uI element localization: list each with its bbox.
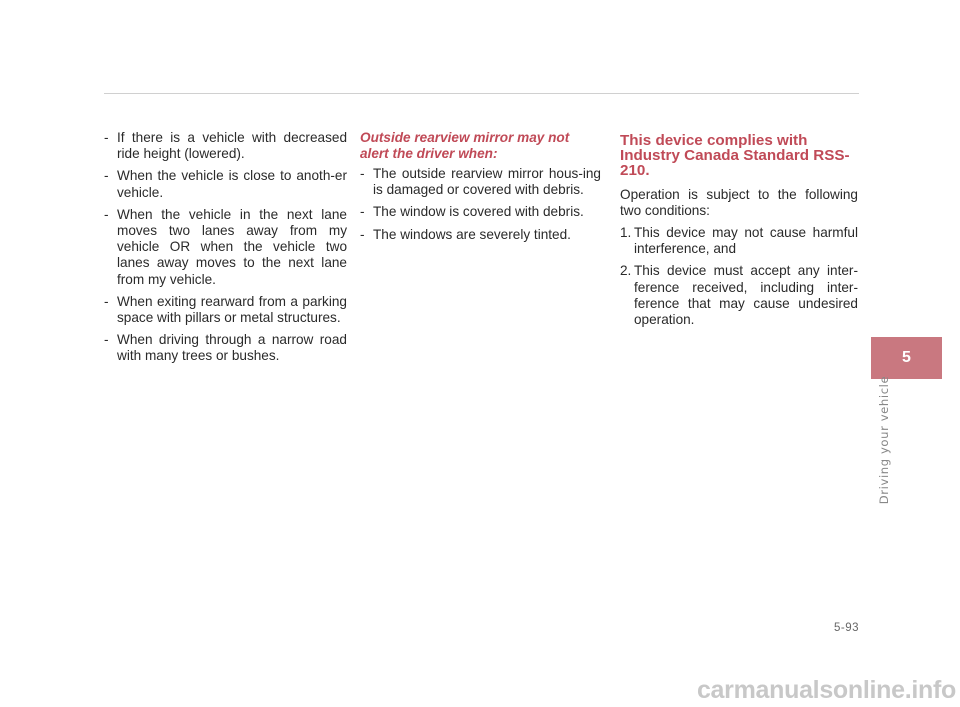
column-right: [620, 130, 858, 334]
item-number: 2.: [620, 263, 632, 279]
list-item-text: The outside rearview mirror hous-ing is damaged or covered with debris.: [373, 166, 601, 198]
list-item: [104, 294, 347, 326]
list-item: [104, 168, 347, 200]
column-left: [104, 130, 347, 371]
item-number: 1.: [620, 225, 632, 241]
chapter-tab: [871, 337, 942, 379]
bullet-mark: -: [360, 166, 365, 181]
list-item-text: This device must accept any inter-ference received, including inter-ference that may cause undesired operation.: [634, 263, 858, 328]
list-item-text: When driving through a narrow road with many trees or bushes.: [117, 332, 347, 364]
list-item: [360, 166, 601, 198]
list-item-text: When the vehicle in the next lane moves two lanes away from my vehicle OR when the vehicle two lanes away moves to the next lane from my vehicle.: [117, 206, 347, 287]
list-item: [360, 204, 601, 220]
column-middle: [360, 130, 601, 249]
compliance-heading: This device complies with Industry Canada Standard RSS-210.: [620, 132, 850, 180]
mirror-condition-list: [360, 166, 601, 243]
chapter-number: 5: [902, 349, 911, 366]
header-divider: [104, 93, 859, 94]
list-item-text: The windows are severely tinted.: [373, 226, 571, 242]
bullet-mark: -: [104, 206, 109, 222]
compliance-conditions: [620, 225, 858, 328]
list-item: [620, 263, 858, 328]
bullet-mark: -: [104, 293, 109, 309]
compliance-intro: Operation is subject to the following two conditions:: [620, 186, 858, 218]
page-number: 5-93: [833, 622, 859, 634]
list-item: [620, 225, 858, 257]
list-item-text: The window is covered with debris.: [373, 204, 584, 220]
watermark: carmanualsonline.info: [696, 676, 956, 704]
condition-list: [104, 130, 347, 365]
bullet-mark: -: [104, 130, 109, 145]
bullet-mark: -: [360, 226, 365, 242]
list-item: [104, 207, 347, 288]
list-item: [104, 130, 347, 162]
bullet-mark: -: [104, 332, 109, 348]
bullet-mark: -: [360, 204, 365, 220]
list-item-text: When the vehicle is close to anoth-er vehicle.: [117, 168, 347, 200]
bullet-mark: -: [104, 168, 109, 184]
list-item: [104, 332, 347, 364]
list-item-text: If there is a vehicle with decreased ride height (lowered).: [117, 130, 347, 162]
chapter-label-text: Driving your vehicle: [877, 375, 891, 505]
list-item-text: This device may not cause harmful interference, and: [634, 225, 858, 257]
list-item: [360, 227, 601, 243]
mirror-alert-heading: Outside rearview mirror may not alert the driver when:: [360, 130, 570, 161]
list-item-text: When exiting rearward from a parking space with pillars or metal structures.: [117, 293, 347, 326]
